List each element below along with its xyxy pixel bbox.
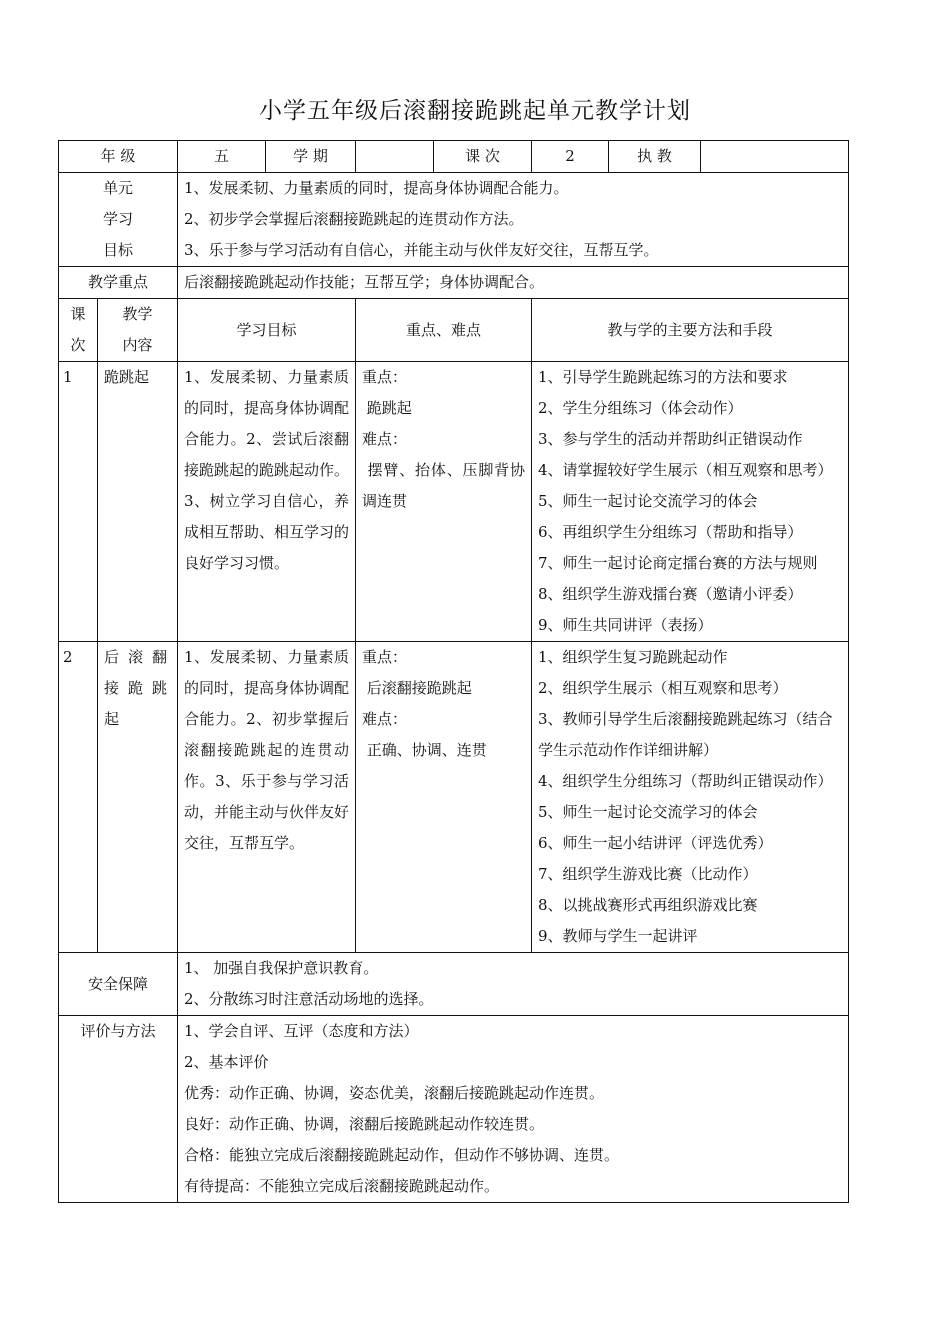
evaluation-list: [178, 1016, 849, 1203]
safety-list: [178, 953, 849, 1016]
teacher-label: 执 教: [609, 141, 701, 173]
unit-goals-label: 单元 学习 目标: [59, 173, 178, 267]
lesson-no: 1: [59, 362, 98, 642]
lesson-focus: 重点： 跪跳起 难点： 摆臂、抬体、压脚背协调连贯: [356, 362, 532, 642]
lesson-methods: [532, 642, 849, 953]
method-item: 2、学生分组练习（体会动作）: [538, 399, 743, 417]
evaluation-item: 1、学会自评、互评（态度和方法）: [184, 1022, 419, 1040]
lesson-methods: [532, 362, 849, 642]
column-header-row: [59, 299, 849, 362]
term-value: [356, 141, 434, 173]
unit-goals-row: [59, 173, 849, 267]
method-item: 9、师生共同讲评（表扬）: [538, 616, 713, 634]
method-item: 6、师生一起小结讲评（评选优秀）: [538, 834, 773, 852]
lesson-goals: 1、发展柔韧、力量素质的同时，提高身体协调配合能力。2、尝试后滚翻接跪跳起的跪跳起动作。3、树立学习自信心，养成相互帮助、相互学习的良好学习习惯。: [178, 362, 356, 642]
method-item: 1、引导学生跪跳起练习的方法和要求: [538, 368, 788, 386]
page-title: 小学五年级后滚翻接跪跳起单元教学计划: [259, 98, 691, 124]
method-item: 5、师生一起讨论交流学习的体会: [538, 803, 758, 821]
evaluation-item: 合格：能独立完成后滚翻接跪跳起动作，但动作不够协调、连贯。: [184, 1146, 620, 1164]
key-points-row: [59, 267, 849, 299]
method-item: 9、教师与学生一起讲评: [538, 927, 698, 945]
method-item: 5、师生一起讨论交流学习的体会: [538, 492, 758, 510]
col-goals: 学习目标: [178, 299, 356, 362]
safety-item: 2、分散练习时注意活动场地的选择。: [184, 990, 434, 1008]
grade-value: 五: [178, 141, 266, 173]
lesson-content: 跪跳起: [98, 362, 178, 642]
lesson-row: [59, 642, 849, 953]
term-label: 学 期: [266, 141, 356, 173]
lesson-goals: 1、发展柔韧、力量素质的同时，提高身体协调配合能力。2、初步掌握后滚翻接跪跳起的连贯动作。3、乐于参与学习活动，并能主动与伙伴友好交往，互帮互学。: [178, 642, 356, 953]
lesson-row: [59, 362, 849, 642]
key-points-label: 教学重点: [59, 267, 178, 299]
safety-item: 1、 加强自我保护意识教育。: [184, 959, 379, 977]
evaluation-item: 有待提高：不能独立完成后滚翻接跪跳起动作。: [184, 1177, 500, 1195]
key-points-value: 后滚翻接跪跳起动作技能；互帮互学；身体协调配合。: [178, 267, 849, 299]
evaluation-item: 2、基本评价: [184, 1053, 269, 1071]
safety-row: [59, 953, 849, 1016]
method-item: 3、参与学生的活动并帮助纠正错误动作: [538, 430, 803, 448]
lesson-focus: 重点： 后滚翻接跪跳起 难点： 正确、协调、连贯: [356, 642, 532, 953]
method-item: 6、再组织学生分组练习（帮助和指导）: [538, 523, 803, 541]
method-item: 4、组织学生分组练习（帮助纠正错误动作）: [538, 772, 833, 790]
method-item: 1、组织学生复习跪跳起动作: [538, 648, 728, 666]
header-row: [59, 141, 849, 173]
method-item: 7、师生一起讨论商定擂台赛的方法与规则: [538, 554, 818, 572]
lesson-content: 后滚翻接跪跳起: [98, 642, 178, 953]
evaluation-item: 良好：动作正确、协调，滚翻后接跪跳起动作较连贯。: [184, 1115, 545, 1133]
col-focus: 重点、难点: [356, 299, 532, 362]
method-item: 8、组织学生游戏擂台赛（邀请小评委）: [538, 585, 803, 603]
unit-goals-list: [178, 173, 849, 267]
unit-goal-item: 1、发展柔韧、力量素质的同时，提高身体协调配合能力。: [184, 179, 569, 197]
evaluation-label: 评价与方法: [59, 1016, 178, 1203]
safety-label: 安全保障: [59, 953, 178, 1016]
lesson-label: 课 次: [434, 141, 532, 173]
method-item: 3、教师引导学生后滚翻接跪跳起练习（结合学生示范动作作详细讲解）: [538, 710, 833, 759]
teacher-value: [701, 141, 849, 173]
evaluation-row: [59, 1016, 849, 1203]
lesson-value: 2: [532, 141, 609, 173]
lesson-no: 2: [59, 642, 98, 953]
method-item: 4、请掌握较好学生展示（相互观察和思考）: [538, 461, 833, 479]
col-lesson-no: 课 次: [59, 299, 98, 362]
method-item: 8、以挑战赛形式再组织游戏比赛: [538, 896, 758, 914]
evaluation-item: 优秀：动作正确、协调，姿态优美，滚翻后接跪跳起动作连贯。: [184, 1084, 605, 1102]
method-item: 7、组织学生游戏比赛（比动作）: [538, 865, 758, 883]
unit-goal-item: 3、乐于参与学习活动有自信心，并能主动与伙伴友好交往，互帮互学。: [184, 241, 659, 259]
lesson-plan-table: [58, 140, 849, 1203]
method-item: 2、组织学生展示（相互观察和思考）: [538, 679, 788, 697]
grade-label: 年 级: [59, 141, 178, 173]
col-methods: 教与学的主要方法和手段: [532, 299, 849, 362]
unit-goal-item: 2、初步学会掌握后滚翻接跪跳起的连贯动作方法。: [184, 210, 524, 228]
col-content: 教学 内容: [98, 299, 178, 362]
